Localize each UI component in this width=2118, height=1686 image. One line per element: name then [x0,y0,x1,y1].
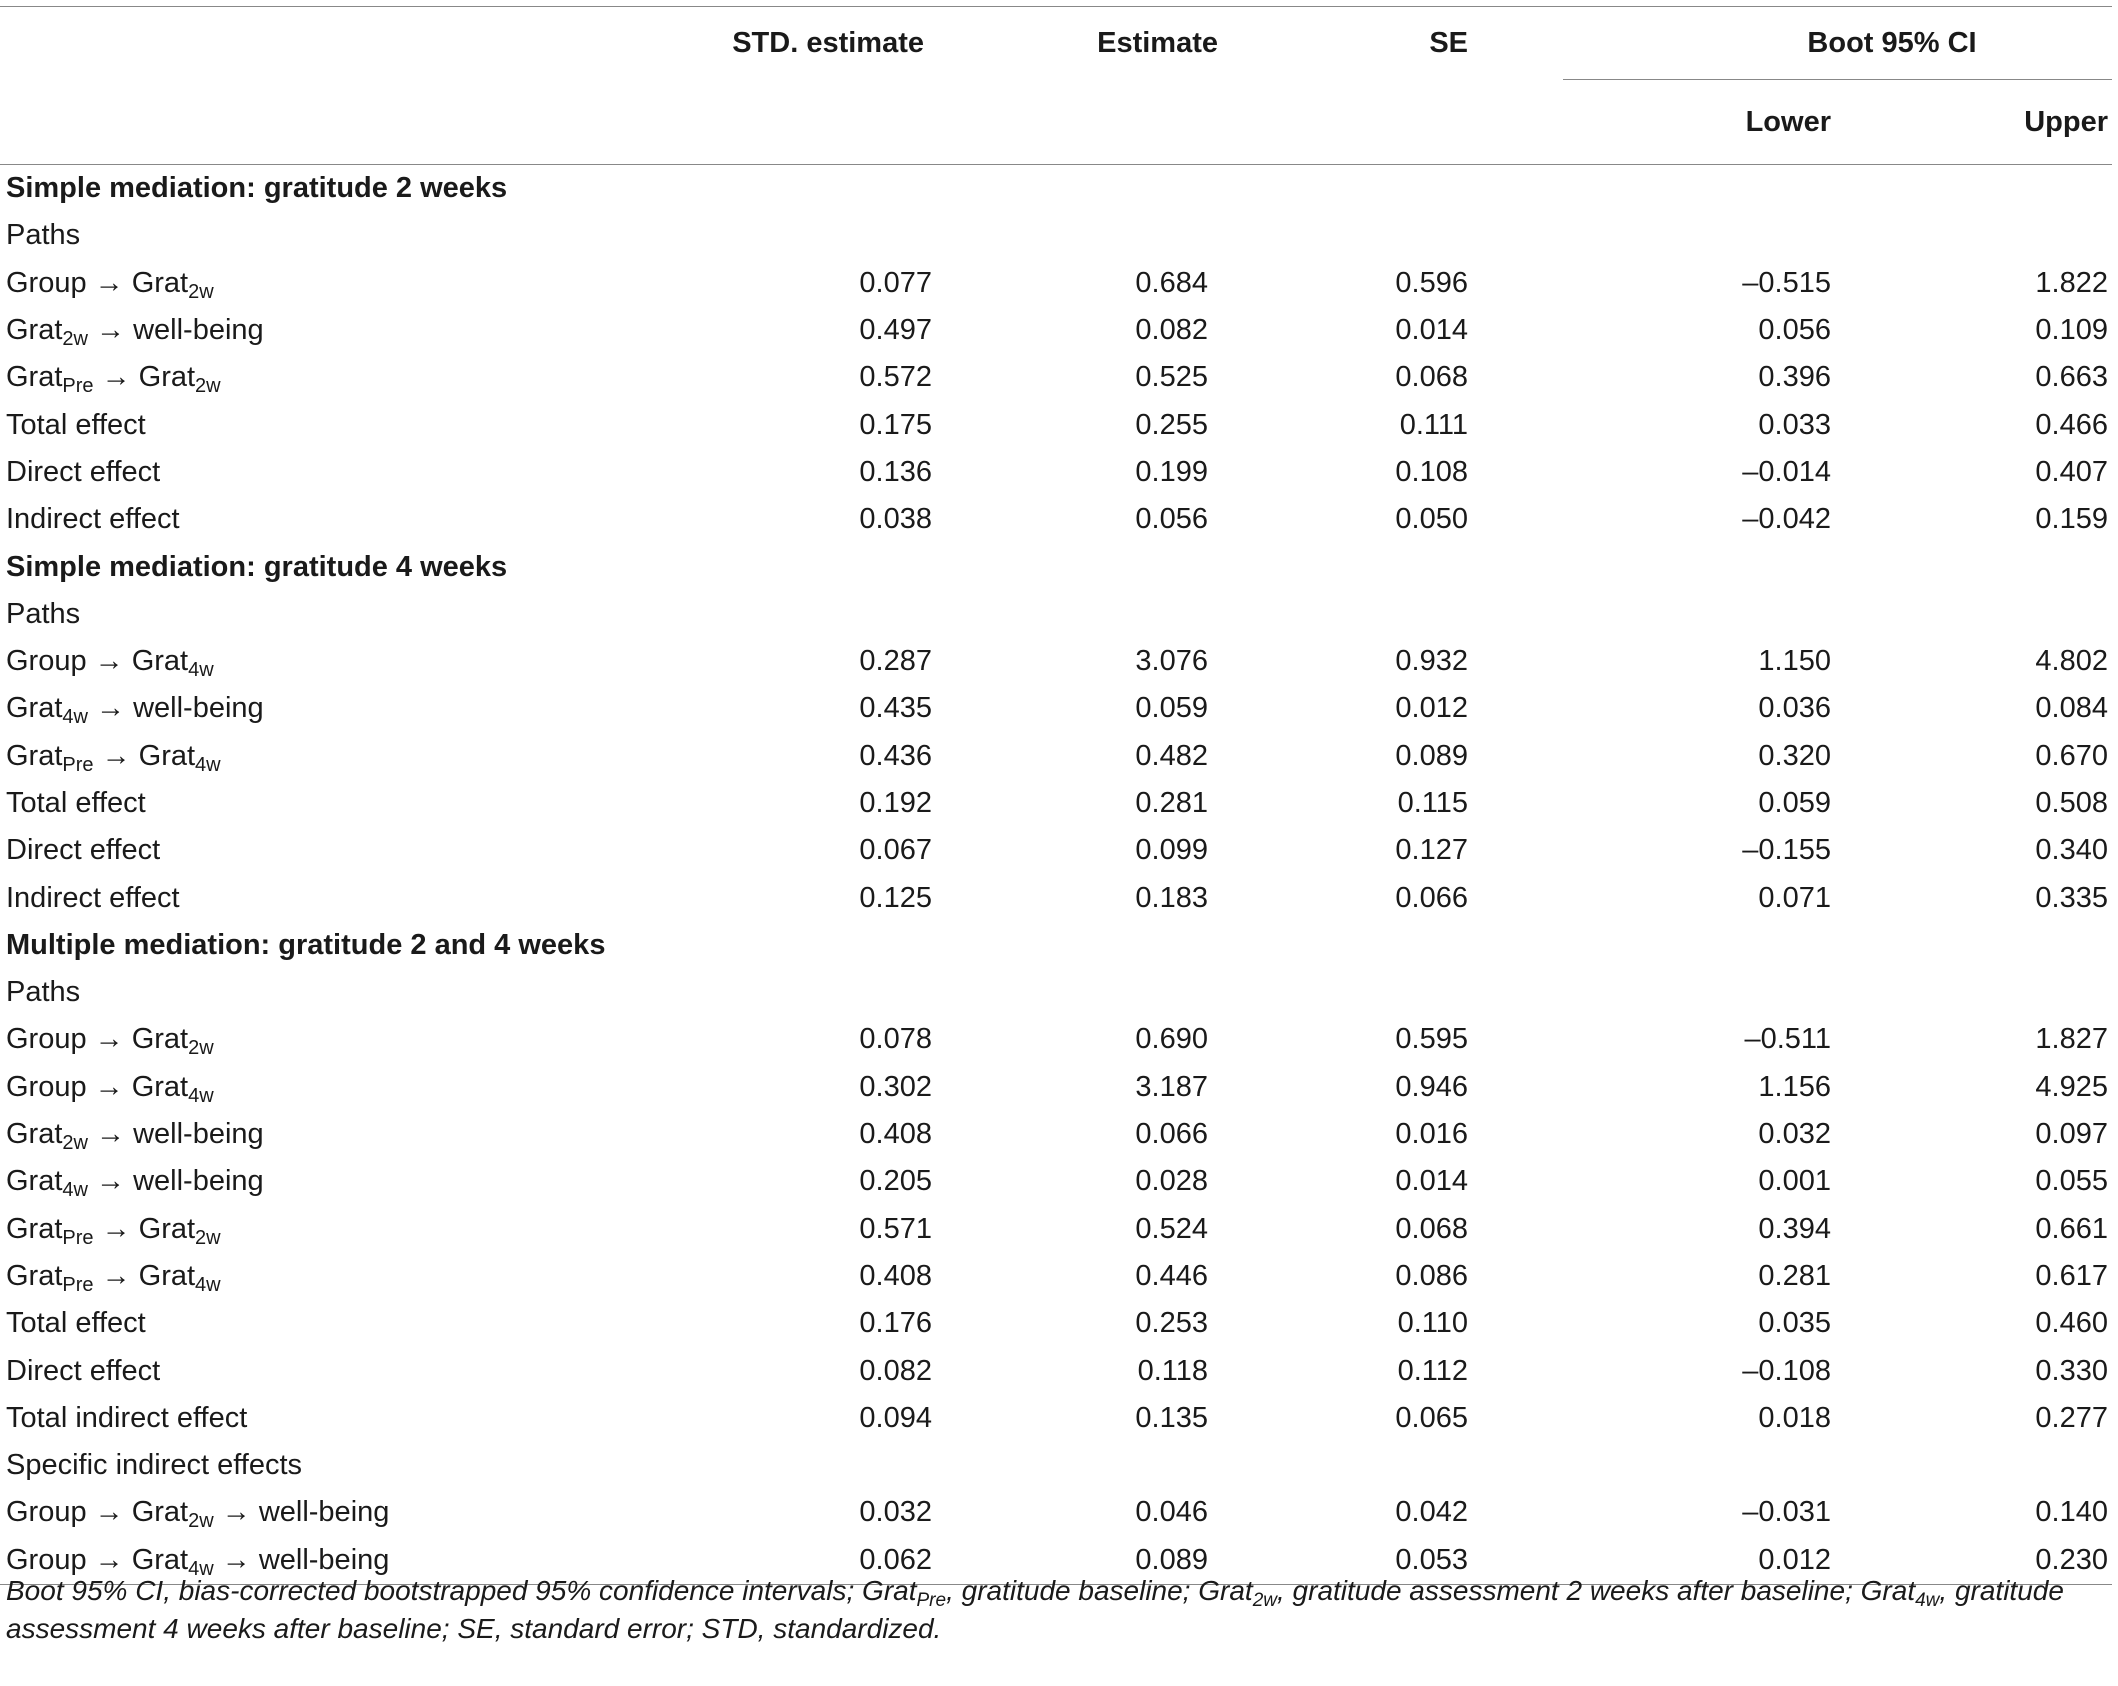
se-cell: 0.596 [1395,266,1468,299]
std-estimate-cell: 0.302 [859,1070,932,1103]
estimate-cell: 0.255 [1135,408,1208,441]
ci-lower-cell: 0.012 [1563,1537,1839,1585]
header-empty [0,7,690,80]
row-label: Group → Grat$_{4w}$ [6,1070,214,1107]
estimate-cell: 3.076 [1135,645,1208,678]
row-label: Direct effect [6,1354,161,1387]
se-cell: 0.086 [1395,1259,1468,1292]
row-label: Group → Grat$_{4w}$ → well-being [0,1537,690,1585]
table-row [0,685,2112,732]
se-cell: 0.932 [1395,645,1468,678]
ci-upper-cell: 0.330 [2035,1354,2108,1387]
se-cell: 0.946 [1395,1070,1468,1103]
ci-upper-cell: 0.617 [2035,1259,2108,1292]
table-row [0,733,2112,780]
estimate-cell: 0.525 [1135,361,1208,394]
estimate-cell: 0.482 [1135,739,1208,772]
std-estimate-cell: 0.287 [859,645,932,678]
header-std-estimate: STD. estimate [690,7,932,80]
row-label: Grat$_{4w}$ → well-being [6,692,264,729]
std-estimate-cell: 0.408 [859,1118,932,1151]
table-row [0,1300,2112,1347]
std-estimate-cell: 0.435 [859,692,932,725]
ci-upper-cell [1839,1442,2112,1489]
ci-lower-cell: 0.056 [1758,314,1831,347]
ci-lower-cell: –0.042 [1742,503,1831,536]
std-estimate-cell: 0.205 [859,1165,932,1198]
ci-lower-cell: 0.320 [1758,739,1831,772]
se-cell: 0.050 [1395,503,1468,536]
estimate-cell: 0.059 [1135,692,1208,725]
row-label: Total effect [6,787,146,819]
ci-upper-cell: 4.925 [2035,1070,2108,1103]
estimate-cell: 0.199 [1135,455,1208,488]
table-row [0,1395,2112,1442]
table-footnote: Boot 95% CI, bias-corrected bootstrapped 95% confidence intervals; Grat$_{Pre}$, gratitude baseline; Grat$_{2w}$, gratitude assessment 2 weeks after baseline; Grat$_{4w}$, gratitude assessment 4 weeks after baseline; SE, standard error; STD, standardized. [6,1575,2064,1644]
row-label: Total effect [6,1307,146,1340]
estimate-cell: 0.056 [1135,503,1208,536]
estimate-cell: 0.066 [1135,1118,1208,1151]
row-label: Indirect effect [6,503,180,536]
row-label: Total indirect effect [6,1401,248,1434]
se-cell: 0.016 [1395,1118,1468,1151]
row-label: Direct effect [6,834,161,867]
ci-lower-cell: 0.018 [1758,1401,1831,1434]
ci-upper-cell: 0.084 [2035,692,2108,725]
table-row [0,260,2112,307]
row-label: Grat$_{Pre}$ → Grat$_{2w}$ [6,1212,221,1249]
row-label: Group → Grat$_{2w}$ → well-being [6,1496,390,1533]
table-row [0,496,2112,543]
estimate-cell: 0.099 [1135,834,1208,867]
se-cell: 0.066 [1395,881,1468,914]
section-title: Simple mediation: gratitude 4 weeks [6,550,508,583]
std-estimate-cell: 0.078 [859,1023,932,1056]
se-cell: 0.014 [1395,1165,1468,1198]
ci-lower-cell: 0.071 [1758,881,1831,914]
table-row [0,1253,2112,1300]
ci-upper-cell: 4.802 [2035,645,2108,678]
table-row [0,449,2112,496]
std-estimate-cell: 0.436 [859,739,932,772]
table-row [0,1347,2112,1394]
std-estimate-cell: 0.408 [859,1259,932,1292]
se-cell: 0.068 [1395,1212,1468,1245]
std-estimate-cell: 0.175 [859,408,932,441]
section-title: Simple mediation: gratitude 2 weeks [6,172,508,205]
estimate-cell: 0.135 [1135,1401,1208,1434]
se-cell: 0.108 [1395,455,1468,488]
estimate-cell: 0.118 [1137,1354,1208,1387]
ci-lower-cell: 0.394 [1758,1212,1831,1245]
se-cell [1278,1442,1563,1489]
header-empty-4 [932,80,1278,165]
se-cell: 0.012 [1395,692,1468,725]
paths-label-row [0,591,2112,638]
row-label: Total effect [6,408,146,441]
table-row [0,1442,2112,1489]
row-label: Grat$_{Pre}$ → Grat$_{4w}$ [6,739,221,776]
ci-upper-cell: 1.822 [2035,266,2108,299]
ci-lower-cell: –0.108 [1742,1354,1831,1387]
header-empty-2 [0,80,690,165]
se-cell: 0.089 [1395,739,1468,772]
table-row [0,401,2112,448]
std-estimate-cell: 0.125 [859,881,932,914]
header-empty-5 [1278,80,1563,165]
ci-lower-cell: 0.281 [1758,1259,1831,1292]
estimate-cell: 0.183 [1135,881,1208,914]
ci-upper-cell: 0.460 [2035,1307,2108,1340]
std-estimate-cell: 0.136 [859,455,932,488]
ci-lower-cell: 0.036 [1758,692,1831,725]
row-label: Group → Grat$_{4w}$ [6,645,214,682]
table-row [0,874,2112,921]
ci-upper-cell: 0.508 [2035,787,2108,819]
se-cell: 0.595 [1395,1023,1468,1056]
table-row [0,1111,2112,1158]
row-label: Grat$_{2w}$ → well-being [6,1118,264,1155]
estimate-cell: 0.684 [1135,266,1208,299]
ci-upper-cell: 0.109 [2035,314,2108,347]
paths-label: Paths [6,976,81,1009]
std-estimate-cell: 0.062 [690,1537,932,1585]
section-header-row [0,922,2112,969]
ci-upper-cell: 0.335 [2035,881,2108,914]
estimate-cell: 0.524 [1135,1212,1208,1245]
estimate-cell: 0.281 [1135,787,1208,819]
row-label: Group → Grat$_{2w}$ [6,1023,214,1060]
ci-lower-cell: 1.156 [1758,1070,1831,1103]
row-label: Group → Grat$_{2w}$ [6,266,214,303]
mediation-results-table [0,6,2112,1585]
section-header-row [0,543,2112,590]
std-estimate-cell: 0.082 [859,1354,932,1387]
header-upper: Upper [1839,80,2112,165]
header-lower: Lower [1563,80,1839,165]
se-cell: 0.112 [1397,1354,1468,1387]
ci-lower-cell: 0.033 [1758,408,1831,441]
ci-upper-cell: 0.277 [2035,1401,2108,1434]
std-estimate-cell: 0.571 [859,1212,932,1245]
ci-upper-cell: 0.670 [2035,739,2108,772]
ci-lower-cell: 1.150 [1758,645,1831,678]
se-cell: 0.111 [1399,408,1468,441]
ci-upper-cell: 0.159 [2035,503,2108,536]
estimate-cell: 0.446 [1135,1259,1208,1292]
table-row [0,1206,2112,1253]
table-row [0,780,2112,827]
ci-lower-cell: 0.035 [1758,1307,1831,1340]
std-estimate-cell: 0.032 [859,1496,932,1529]
estimate-cell: 0.253 [1135,1307,1208,1340]
table-row [0,1016,2112,1063]
ci-lower-cell: –0.031 [1742,1496,1831,1529]
header-empty-3 [690,80,932,165]
ci-upper-cell: 0.055 [2035,1165,2108,1198]
table-row [0,1489,2112,1536]
ci-lower-cell: 0.059 [1758,787,1831,819]
table-row [0,638,2112,685]
ci-lower-cell: 0.396 [1758,361,1831,394]
header-se: SE [1278,7,1563,80]
row-label: Grat$_{4w}$ → well-being [6,1165,264,1202]
table-row [0,1158,2112,1205]
ci-upper-cell: 0.661 [2035,1212,2108,1245]
header-estimate: Estimate [932,7,1278,80]
paths-label-row [0,969,2112,1016]
std-estimate-cell: 0.192 [859,787,932,819]
ci-lower-cell: 0.032 [1758,1118,1831,1151]
se-cell: 0.042 [1395,1496,1468,1529]
std-estimate-cell: 0.572 [859,361,932,394]
estimate-cell: 0.028 [1135,1165,1208,1198]
ci-lower-cell: –0.014 [1742,455,1831,488]
table-row [0,827,2112,874]
se-cell: 0.127 [1395,834,1468,867]
estimate-cell: 3.187 [1135,1070,1208,1103]
std-estimate-cell: 0.094 [859,1401,932,1434]
ci-lower-cell: 0.001 [1758,1165,1831,1198]
row-label: Specific indirect effects [6,1449,303,1482]
table-row [0,307,2112,354]
se-cell: 0.115 [1397,787,1468,819]
row-label: Indirect effect [6,881,180,914]
std-estimate-cell: 0.176 [859,1307,932,1340]
row-label: Direct effect [6,455,161,488]
estimate-cell [932,1442,1278,1489]
estimate-cell: 0.089 [932,1537,1278,1585]
row-label: Grat$_{Pre}$ → Grat$_{4w}$ [6,1259,221,1296]
row-label: Grat$_{2w}$ → well-being [6,314,264,351]
estimate-cell: 0.690 [1135,1023,1208,1056]
paths-label: Paths [6,597,81,630]
section-header-row [0,165,2112,213]
table-header [0,7,2112,165]
estimate-cell: 0.046 [1135,1496,1208,1529]
ci-lower-cell: –0.515 [1742,266,1831,299]
row-label: Grat$_{Pre}$ → Grat$_{2w}$ [6,361,221,398]
se-cell: 0.053 [1278,1537,1563,1585]
ci-upper-cell: 0.466 [2035,408,2108,441]
se-cell: 0.110 [1397,1307,1468,1340]
ci-lower-cell [1563,1442,1839,1489]
table-row [0,1064,2112,1111]
ci-upper-cell: 0.230 [1839,1537,2112,1585]
std-estimate-cell: 0.038 [859,503,932,536]
std-estimate-cell [690,1442,932,1489]
std-estimate-cell: 0.497 [859,314,932,347]
section-title: Multiple mediation: gratitude 2 and 4 weeks [6,928,606,961]
se-cell: 0.065 [1395,1401,1468,1434]
se-cell: 0.068 [1395,361,1468,394]
ci-lower-cell: –0.155 [1742,834,1831,867]
header-boot-ci: Boot 95% CI [1563,7,2112,80]
paths-label: Paths [6,219,81,252]
se-cell: 0.014 [1395,314,1468,347]
table-body [0,165,2112,1585]
ci-upper-cell: 0.097 [2035,1118,2108,1151]
estimate-cell: 0.082 [1135,314,1208,347]
ci-lower-cell: –0.511 [1744,1023,1831,1056]
ci-upper-cell: 0.407 [2035,455,2108,488]
ci-upper-cell: 0.340 [2035,834,2108,867]
ci-upper-cell: 0.663 [2035,361,2108,394]
std-estimate-cell: 0.077 [859,266,932,299]
table-row [0,354,2112,401]
ci-upper-cell: 1.827 [2035,1023,2108,1056]
std-estimate-cell: 0.067 [859,834,932,867]
ci-upper-cell: 0.140 [2035,1496,2108,1529]
paths-label-row [0,212,2112,259]
